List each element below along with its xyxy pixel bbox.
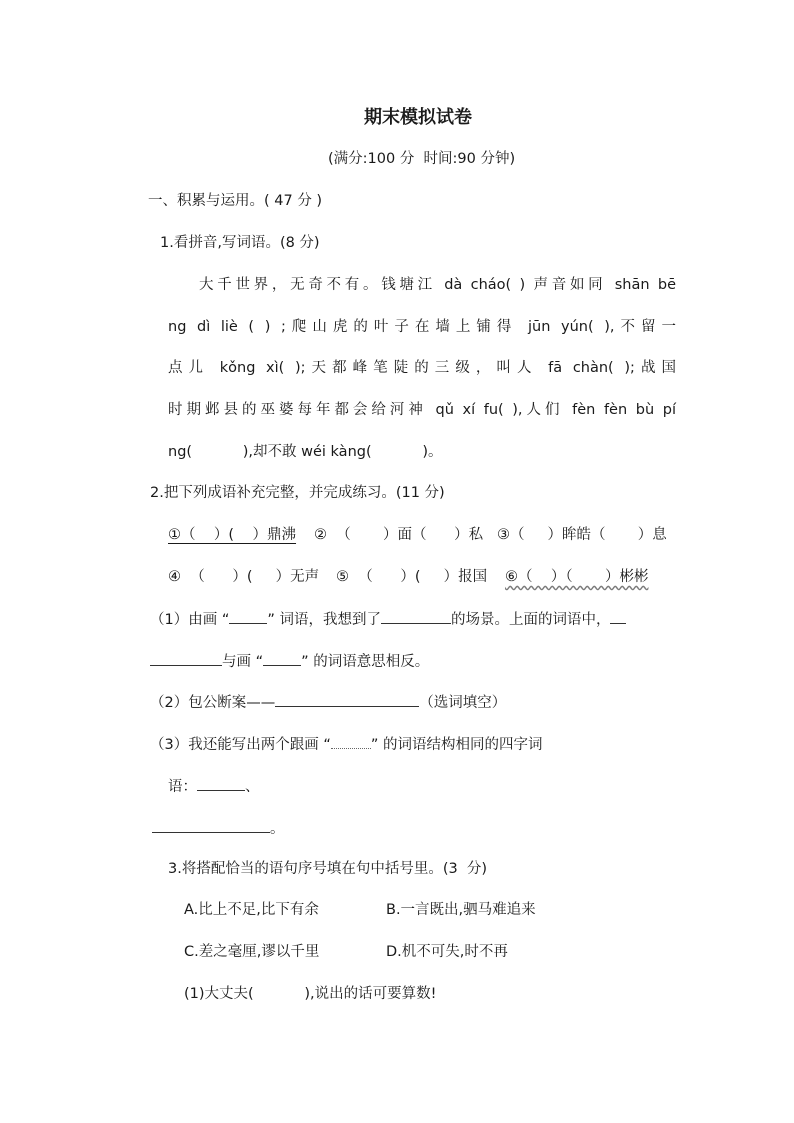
q2-sub3-label: 语： — [168, 779, 197, 795]
q2-sub3-line-3 — [152, 818, 285, 839]
idiom-3: ③（ ）眸皓（ ）息 — [497, 527, 667, 543]
q3-item-1: (1)大丈夫( ),说出的话可要算数! — [184, 986, 437, 1002]
answer-blank[interactable] — [610, 609, 626, 624]
option-b: B.一言既出,驷马难追来 — [386, 902, 536, 918]
q2-sub1-text-b: ” 词语，我想到了 — [267, 612, 381, 628]
wavy-marker — [331, 734, 371, 749]
idiom-1: ①（ ）( ）鼎沸 — [168, 527, 297, 543]
q2-sub3-sep: 、 — [245, 779, 260, 795]
answer-blank[interactable] — [229, 609, 267, 624]
q2-sub1-text-a: （1）由画 “ — [150, 612, 230, 628]
q2-sub1-line-2 — [150, 651, 429, 672]
q2-sub1-text-e: ” 的词语意思相反。 — [301, 654, 430, 670]
answer-blank[interactable] — [263, 651, 301, 666]
option-c: C.差之毫厘,谬以千里 — [184, 944, 320, 960]
q2-sub3-line-2 — [168, 776, 260, 797]
answer-blank[interactable] — [197, 776, 245, 791]
answer-blank[interactable] — [152, 818, 270, 833]
option-a: A.比上不足,比下有余 — [184, 902, 319, 918]
q2-sub3-text-a: （3）我还能写出两个跟画 “ — [150, 737, 331, 753]
question-3-heading: 3.将搭配恰当的语句序号填在句中括号里。(3 分) — [168, 861, 488, 877]
q2-sub3-text-b: ” 的词语结构相同的四字词 — [370, 737, 543, 753]
page-title: 期末模拟试卷 — [364, 107, 472, 128]
q1-line-1: 大千世界，无奇不有。钱塘江 dà cháo( ) 声音如同 shān bē — [199, 277, 676, 293]
idiom-5: ⑤ （ ）( ）报国 — [336, 569, 488, 585]
q2-sub3-line-1 — [150, 734, 542, 755]
score-time-info: (满分:100 分 时间:90 分钟) — [328, 151, 516, 167]
q2-sub1-text-c: 的场景。上面的词语中， — [450, 612, 611, 628]
q1-line-3: 点儿 kǒng xì( );天都峰笔陡的三级，叫人 fā chàn( );战国 — [168, 360, 676, 376]
option-d: D.机不可失,时不再 — [386, 944, 508, 960]
q2-sub3-end: 。 — [270, 821, 285, 837]
idiom-6: ⑥（ ）（ ）彬彬 — [505, 569, 649, 585]
section-heading: 一、积累与运用。( 47 分 ) — [148, 193, 323, 209]
q2-sub2-text: （2）包公断案—— — [150, 695, 276, 711]
q2-sub1-text-d: 与画 “ — [222, 654, 264, 670]
q2-sub2-end: （选词填空） — [419, 695, 507, 711]
question-2-heading: 2.把下列成语补充完整，并完成练习。(11 分) — [150, 485, 445, 501]
answer-blank[interactable] — [381, 609, 451, 624]
answer-blank[interactable] — [150, 651, 222, 666]
idiom-4: ④ （ ）( ）无声 — [168, 569, 320, 585]
q1-line-4: 时期邺县的巫婆每年都会给河神 qǔ xí fu( ),人们 fèn fèn bù pí — [168, 402, 676, 418]
idiom-2: ② （ ）面（ ）私 — [314, 527, 484, 543]
q1-line-2: ng dì liè ( ) ;爬山虎的叶子在墙上铺得 jūn yún( ),不留一 — [168, 319, 676, 335]
q1-line-5: ng( ),却不敢 wéi kàng( )。 — [168, 444, 443, 460]
question-1-heading: 1.看拼音,写词语。(8 分) — [160, 235, 320, 251]
q2-sub2 — [150, 692, 506, 713]
q2-sub1-line-1 — [150, 609, 626, 630]
answer-blank[interactable] — [275, 692, 419, 707]
